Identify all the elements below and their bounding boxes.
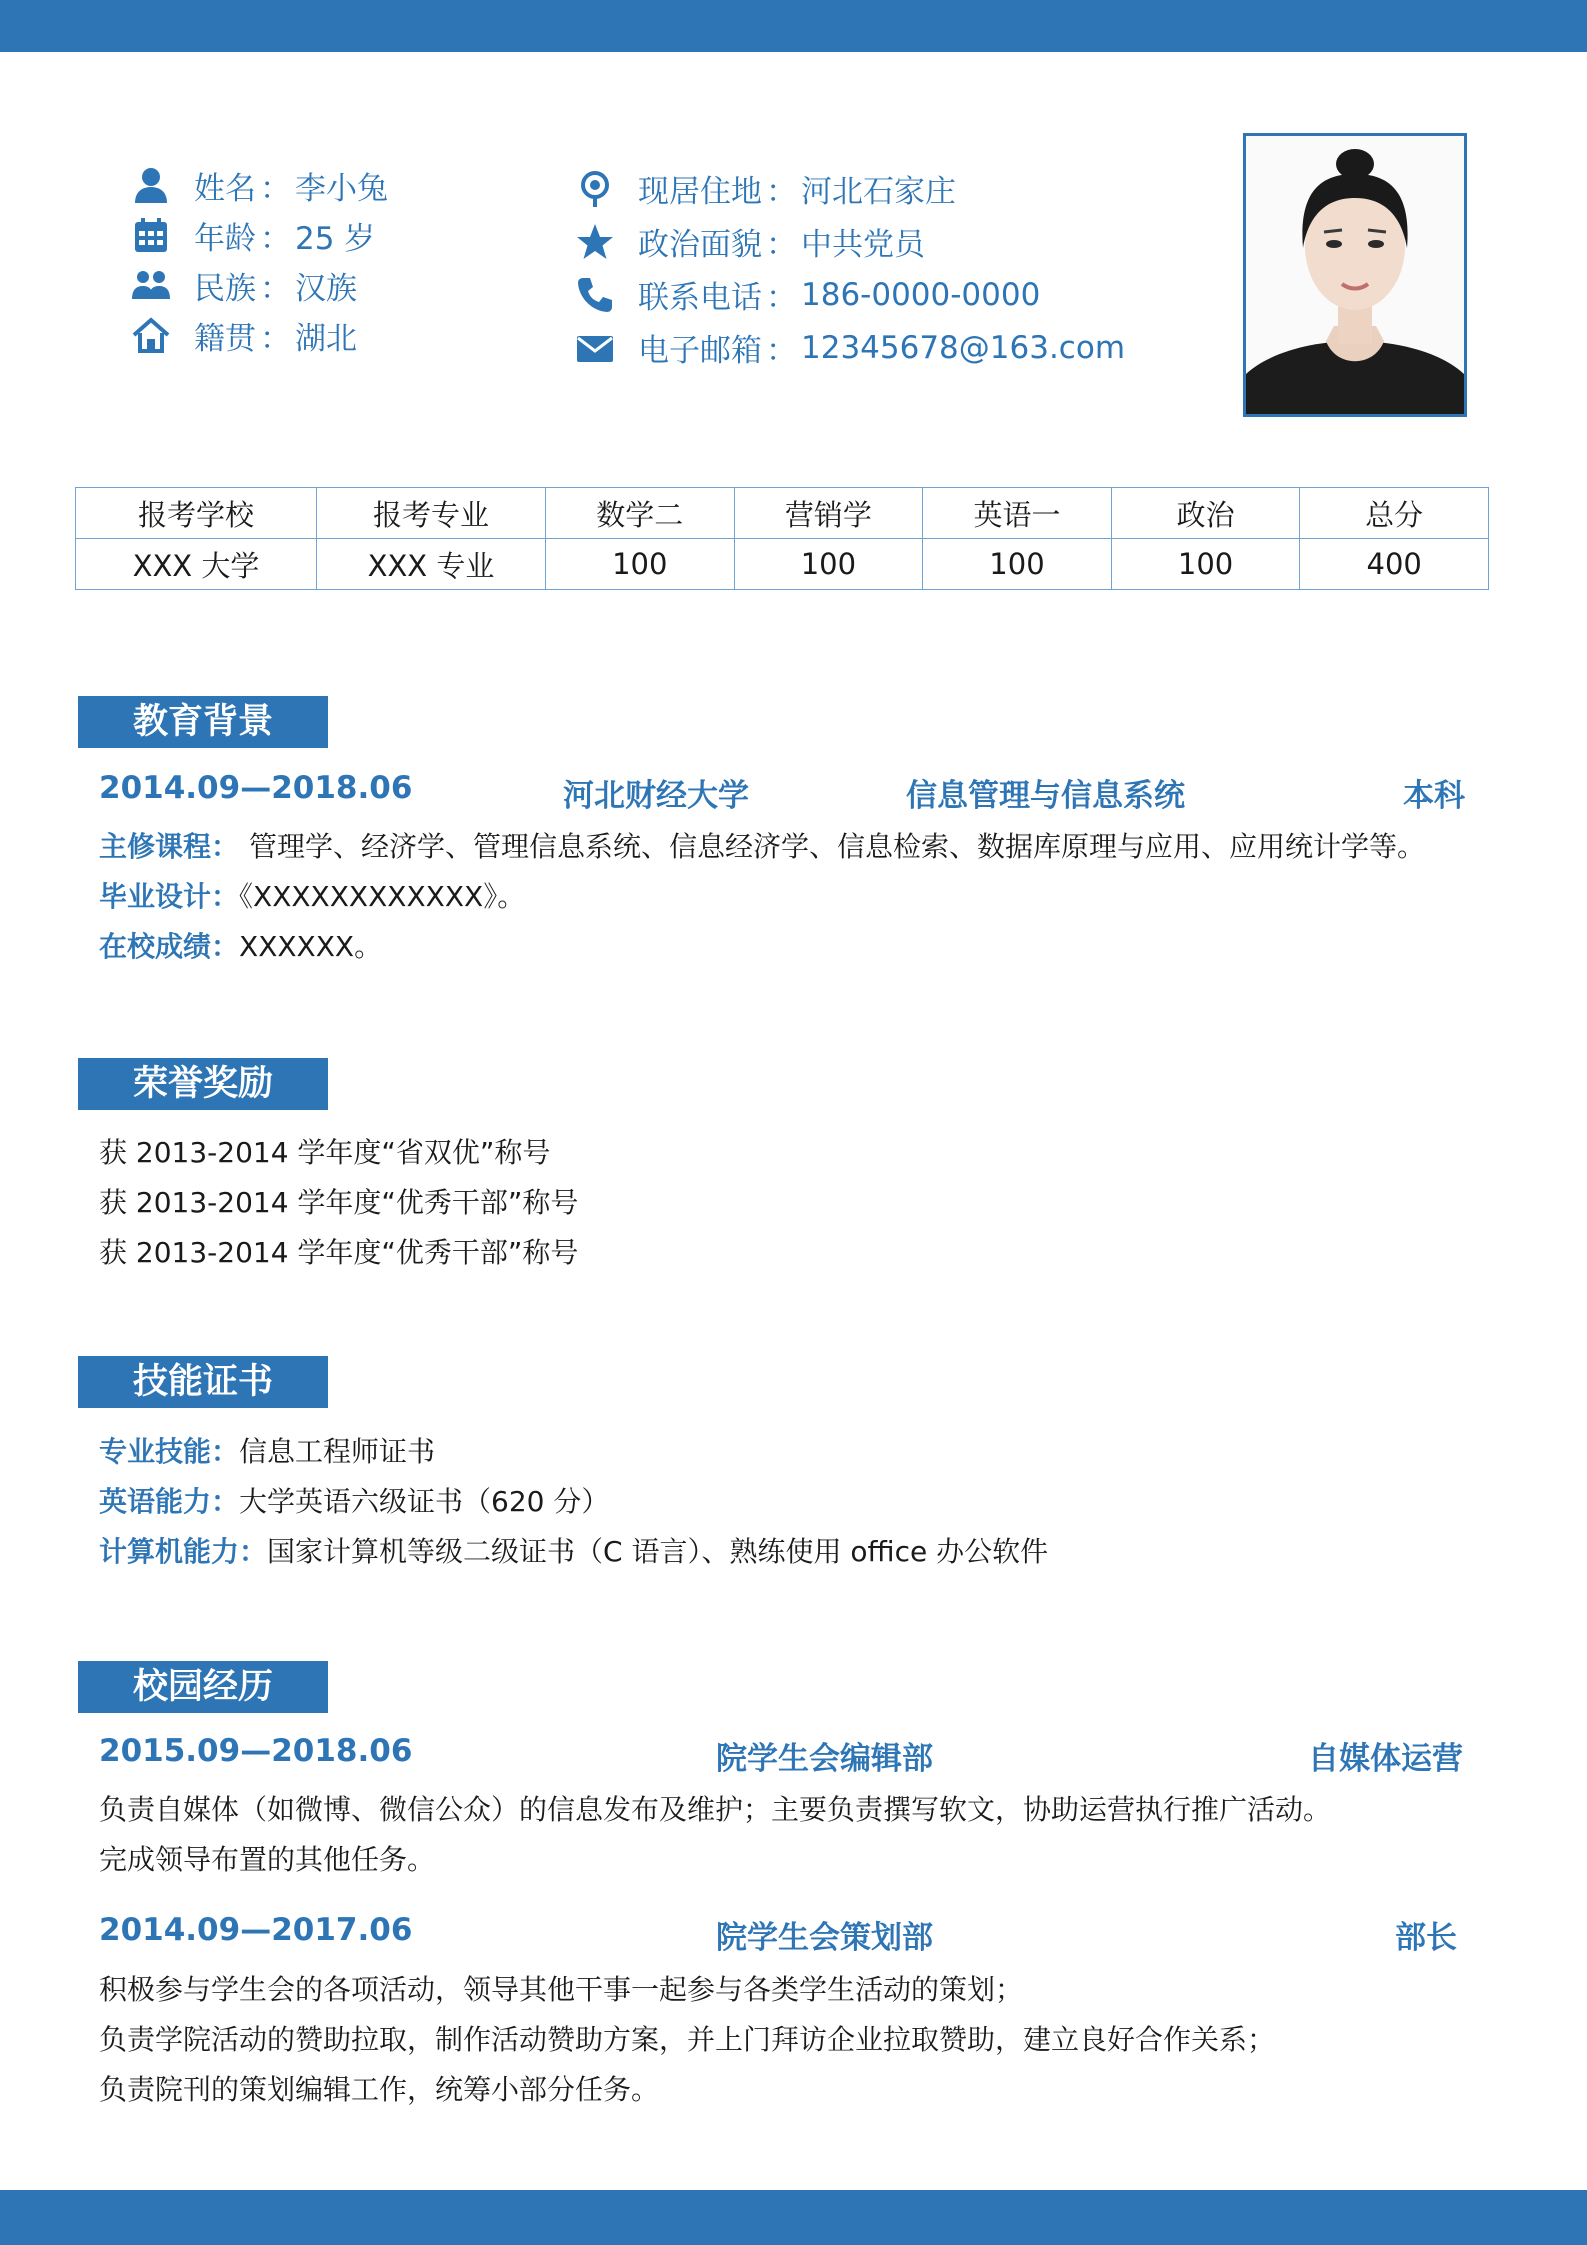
education-item bbox=[99, 875, 525, 915]
info-separator: ： bbox=[260, 170, 291, 207]
education-school: 河北财经大学 bbox=[563, 778, 749, 814]
education-major: 信息管理与信息系统 bbox=[906, 778, 1185, 814]
info-value: 河北石家庄 bbox=[801, 174, 956, 210]
honor-item: 获 2013-2014 学年度“优秀干部”称号 bbox=[99, 1186, 579, 1219]
location-icon bbox=[572, 169, 618, 209]
info-label: 姓名 bbox=[194, 170, 256, 207]
education-item-text: 《XXXXXXXXXXXX》。 bbox=[239, 880, 526, 913]
info-label: 联系电话 bbox=[638, 280, 762, 316]
table-cell: 100 bbox=[1111, 539, 1300, 590]
table-header-row bbox=[76, 488, 1489, 539]
education-period: 2014.09—2018.06 bbox=[99, 770, 413, 806]
section-title-campus: 校园经历 bbox=[78, 1661, 328, 1713]
table-header-cell: 数学二 bbox=[546, 488, 735, 539]
phone-icon bbox=[572, 275, 618, 315]
mail-icon bbox=[572, 328, 618, 368]
info-separator: ： bbox=[766, 174, 797, 210]
skill-item-text: 信息工程师证书 bbox=[239, 1435, 436, 1468]
skill-item-label: 专业技能： bbox=[99, 1435, 240, 1468]
table-cell: XXX 专业 bbox=[317, 539, 546, 590]
campus-entry-line: 完成领导布置的其他任务。 bbox=[99, 1843, 436, 1876]
campus-entry-org: 院学生会策划部 bbox=[716, 1920, 933, 1956]
table-header-cell: 报考学校 bbox=[76, 488, 317, 539]
info-value: 湖北 bbox=[295, 320, 357, 357]
campus-entry-line: 负责院刊的策划编辑工作，统筹小部分任务。 bbox=[99, 2073, 660, 2106]
info-value: 25 岁 bbox=[295, 220, 376, 257]
top-banner bbox=[0, 0, 1587, 52]
table-header-cell: 英语一 bbox=[923, 488, 1112, 539]
info-label: 政治面貌 bbox=[638, 227, 762, 263]
profile-photo bbox=[1243, 133, 1467, 417]
info-row-residence bbox=[572, 162, 1125, 215]
skill-item-text: 国家计算机等级二级证书（C 语言）、熟练使用 office 办公软件 bbox=[267, 1535, 1049, 1568]
info-separator: ： bbox=[260, 320, 291, 357]
info-value: 中共党员 bbox=[801, 227, 925, 263]
info-separator: ： bbox=[766, 227, 797, 263]
education-item-text: 管理学、经济学、管理信息系统、信息经济学、信息检索、数据库原理与应用、应用统计学等。 bbox=[249, 830, 1426, 863]
skill-item-label: 计算机能力： bbox=[99, 1535, 268, 1568]
section-title-honors: 荣誉奖励 bbox=[78, 1058, 328, 1110]
skill-item-text: 大学英语六级证书（620 分） bbox=[239, 1485, 610, 1518]
skill-item-label: 英语能力： bbox=[99, 1485, 240, 1518]
section-title-skills: 技能证书 bbox=[78, 1356, 328, 1408]
info-value: 186-0000-0000 bbox=[801, 276, 1041, 313]
table-header-cell: 政治 bbox=[1111, 488, 1300, 539]
table-cell: 100 bbox=[546, 539, 735, 590]
campus-entry-line: 积极参与学生会的各项活动，领导其他干事一起参与各类学生活动的策划； bbox=[99, 1973, 1024, 2006]
info-separator: ： bbox=[766, 280, 797, 316]
campus-entry-role: 部长 bbox=[1395, 1920, 1457, 1956]
calendar-icon bbox=[128, 215, 174, 255]
campus-entry-period: 2015.09—2018.06 bbox=[99, 1733, 413, 1769]
campus-entry-line: 负责学院活动的赞助拉取，制作活动赞助方案，并上门拜访企业拉取赞助，建立良好合作关系； bbox=[99, 2023, 1276, 2056]
info-row-hometown bbox=[128, 310, 388, 360]
table-header-cell: 总分 bbox=[1300, 488, 1489, 539]
table-row bbox=[76, 539, 1489, 590]
info-label: 电子邮箱 bbox=[638, 333, 762, 369]
info-row-age bbox=[128, 210, 388, 260]
honor-item: 获 2013-2014 学年度“省双优”称号 bbox=[99, 1136, 551, 1169]
info-value: 李小兔 bbox=[295, 170, 388, 207]
info-value: 12345678@163.com bbox=[801, 329, 1126, 366]
education-degree: 本科 bbox=[1403, 778, 1465, 814]
info-value: 汉族 bbox=[295, 270, 357, 307]
education-item-text: XXXXXX。 bbox=[239, 930, 383, 963]
info-row-political bbox=[572, 215, 1125, 268]
info-separator: ： bbox=[766, 333, 797, 369]
info-label: 年龄 bbox=[194, 220, 256, 257]
skill-item bbox=[99, 1430, 435, 1470]
campus-entry-role: 自媒体运营 bbox=[1308, 1741, 1463, 1777]
star-icon bbox=[572, 222, 618, 262]
personal-info-right bbox=[572, 162, 1125, 374]
education-item-label: 在校成绩： bbox=[99, 930, 240, 963]
person-icon bbox=[128, 165, 174, 205]
table-cell: 100 bbox=[923, 539, 1112, 590]
campus-entry-period: 2014.09—2017.06 bbox=[99, 1912, 413, 1948]
table-cell: 100 bbox=[734, 539, 923, 590]
education-item bbox=[99, 825, 1425, 865]
info-separator: ： bbox=[260, 220, 291, 257]
info-row-name bbox=[128, 160, 388, 210]
info-label: 民族 bbox=[194, 270, 256, 307]
info-row-phone bbox=[572, 268, 1125, 321]
campus-entry-org: 院学生会编辑部 bbox=[716, 1741, 933, 1777]
campus-entry-line: 负责自媒体（如微博、微信公众）的信息发布及维护；主要负责撰写软文，协助运营执行推广活动。 bbox=[99, 1793, 1332, 1826]
bottom-banner bbox=[0, 2190, 1587, 2245]
home-icon bbox=[128, 315, 174, 355]
table-cell: XXX 大学 bbox=[76, 539, 317, 590]
info-row-ethnicity bbox=[128, 260, 388, 310]
info-label: 籍贯 bbox=[194, 320, 256, 357]
score-table bbox=[75, 487, 1489, 590]
info-row-email bbox=[572, 321, 1125, 374]
table-cell: 400 bbox=[1300, 539, 1489, 590]
table-header-cell: 营销学 bbox=[734, 488, 923, 539]
info-separator: ： bbox=[260, 270, 291, 307]
people-icon bbox=[128, 265, 174, 305]
section-title-education: 教育背景 bbox=[78, 696, 328, 748]
honor-item: 获 2013-2014 学年度“优秀干部”称号 bbox=[99, 1236, 579, 1269]
education-item-label: 主修课程： bbox=[99, 830, 240, 863]
personal-info-left bbox=[128, 160, 388, 360]
education-item-label: 毕业设计： bbox=[99, 880, 240, 913]
skill-item bbox=[99, 1530, 1048, 1570]
education-item bbox=[99, 925, 382, 965]
table-header-cell: 报考专业 bbox=[317, 488, 546, 539]
info-label: 现居住地 bbox=[638, 174, 762, 210]
skill-item bbox=[99, 1480, 609, 1520]
